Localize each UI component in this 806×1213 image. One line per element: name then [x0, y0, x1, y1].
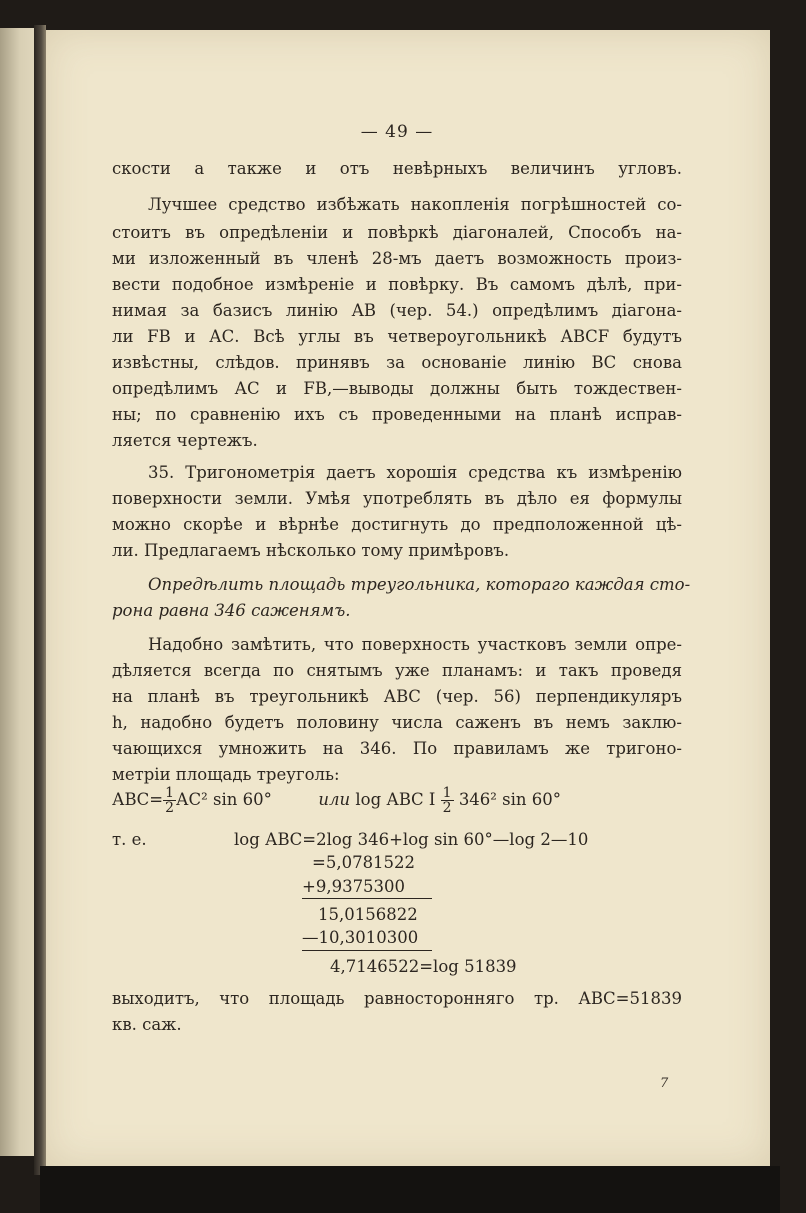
fraction-numerator: 1: [165, 785, 174, 801]
calc-result: 4,7146522=log 51839: [330, 957, 517, 976]
text-line: Лучшее средство избѣжать накопленія погрѣшностей со-: [148, 195, 682, 214]
text-line: вести подобное измѣреніе и повѣрку. Въ самомъ дѣлѣ, при-: [112, 275, 682, 294]
text-line: выходитъ, что площадь равносторонняго тр. АВС=51839: [112, 989, 682, 1008]
fraction-denominator: 2: [165, 800, 174, 816]
text-line: стоитъ въ опредѣленіи и повѣркѣ діагоналей, Способъ на-: [112, 223, 682, 242]
calc-rule: [302, 950, 432, 951]
book-gutter: [34, 25, 46, 1175]
italic-line: рона равна 346 саженямъ.: [112, 601, 351, 620]
page-number: — 49 —: [360, 122, 434, 142]
text-line: скости а также и отъ невѣрныхъ величинъ угловъ.: [112, 159, 682, 178]
margin-mark: 7: [660, 1076, 669, 1091]
text-line: на планѣ въ треугольникѣ АВС (чер. 56) перпендикуляръ: [112, 687, 682, 706]
text-line: чающихся умножить на 346. По правиламъ же тригоно-: [112, 739, 682, 758]
text-line: h, надобно будетъ половину числа саженъ въ немъ заклю-: [112, 713, 682, 732]
formula-part: 346² sin 60°: [458, 790, 562, 809]
text-line: метріи площадь треуголь:: [112, 765, 340, 784]
fraction-one-half: [163, 786, 176, 815]
text-line: извѣстны, слѣдов. принявъ за основаніе линію ВС снова: [112, 353, 682, 372]
text-line: опредѣлимъ АС и FВ,—выводы должны быть тождествен-: [112, 379, 682, 398]
text-line: можно скорѣе и вѣрнѣе достигнуть до предположенной цѣ-: [112, 515, 682, 534]
calc-row: =5,0781522: [312, 853, 416, 872]
fraction-numerator: 1: [442, 785, 452, 801]
fraction-denominator: 2: [442, 800, 452, 816]
text-line: 35. Тригонометрія даетъ хорошія средства къ измѣренію: [148, 463, 682, 482]
calc-row: +9,9375300: [302, 877, 406, 896]
formula-lhs: АВС=: [112, 790, 164, 809]
formula-part: АС² sin 60°: [176, 790, 272, 809]
formula-part: log АВС I: [355, 790, 436, 809]
text-line: дѣляется всегда по снятымъ уже планамъ: и такъ проведя: [112, 661, 682, 680]
text-line: ляется чертежъ.: [112, 431, 258, 450]
text-line: ны; по сравненію ихъ съ проведенными на планѣ исправ-: [112, 405, 682, 424]
calc-row: —10,3010300: [302, 928, 419, 947]
text-line: поверхности земли. Умѣя употреблять въ дѣло ея формулы: [112, 489, 682, 508]
book-page: [46, 30, 770, 1166]
text-line: ли. Предлагаемъ нѣсколько тому примѣровъ.: [112, 541, 510, 560]
calc-rule: [302, 898, 432, 899]
fraction-one-half: [441, 786, 454, 815]
text-line: нимая за базисъ линію АВ (чер. 54.) опредѣлимъ діагона-: [112, 301, 682, 320]
calc-te: т. е.: [112, 830, 147, 849]
text-line: ли FВ и АС. Всѣ углы въ четвероугольникѣ АВСF будутъ: [112, 327, 682, 346]
italic-line: Опредѣлить площадь треугольника, котораго каждая сто-: [148, 575, 691, 594]
formula-or: или: [318, 790, 351, 809]
calc-row: log АВС=2log 346+log sin 60°—log 2—10: [234, 830, 589, 849]
bottom-shadow: [40, 1166, 780, 1213]
calc-row: 15,0156822: [318, 905, 418, 924]
text-line: Надобно замѣтить, что поверхность участковъ земли опре-: [148, 635, 682, 654]
text-line: кв. саж.: [112, 1015, 182, 1034]
area-formula: [112, 786, 561, 815]
text-line: ми изложенный въ членѣ 28-мъ даетъ возможность произ-: [112, 249, 682, 268]
